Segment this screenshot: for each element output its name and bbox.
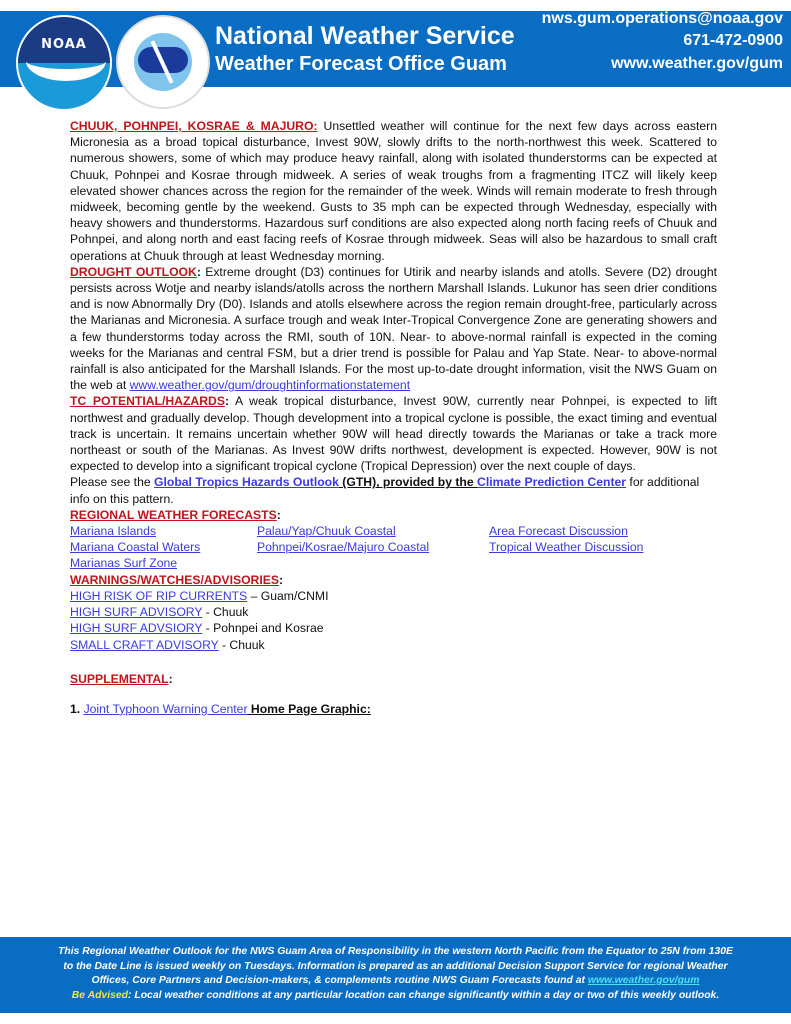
noaa-logo-icon: NOAA: [18, 17, 110, 109]
header-banner: [0, 11, 791, 87]
high-surf-pohnpei-link[interactable]: HIGH SURF ADVSIORY: [70, 621, 203, 636]
link-marianas-surf-zone[interactable]: Marianas Surf Zone: [70, 556, 178, 571]
warning-item: HIGH SURF ADVSIORY - Pohnpei and Kosrae: [70, 621, 324, 636]
supplemental-heading: SUPPLEMENTAL: [70, 671, 169, 686]
tc-heading: TC POTENTIAL/HAZARDS: [70, 394, 225, 409]
footer-banner: [0, 937, 791, 1013]
tc-section: TC POTENTIAL/HAZARDS: A weak tropical disturbance, Invest 90W, currently near Pohnpei, is expected to lift northwest and gradually develop. Though development into a tropical cyclone is possible, the exact timing and eventual track is uncertain. It remains uncertain whether 90W will head directly towards the Marianas or take a track more northeast or south of the Marianas. As Invest 90W drifts northwest, development is expected. However, 90W is not expected to develop into a significant tropical cyclone (Tropical Depression) over the next couple of days.: [70, 394, 717, 474]
regional-heading-line: REGIONAL WEATHER FORECASTS:: [70, 507, 281, 522]
link-area-forecast-discussion[interactable]: Area Forecast Discussion: [489, 524, 628, 539]
chuuk-body: Unsettled weather will continue for the next few days across eastern Micronesia as a broad topical disturbance, Invest 90W, slowly drifts to the north-northwest this week. Scattered to numerous showers, some of which may produce heavy rainfall, along with isolated thunderstorms can be expected at Chuuk, Pohnpei and Kosrae through midweek. A series of weak troughs from a fragmenting ITCZ will likely keep elevated shower chances across the region for the remainder of the week. Winds will remain moderate to fresh through midweek, becoming gentle by the weekend. Gusts to 35 mph can be expected through Wednesday, especially with heavy showers and thunderstorms. Hazardous surf conditions are also expected along north facing reefs of Chuuk and Pohnpei, and along north and east facing reefs of Kosrae through midweek. Seas will also be hazardous to small craft operations at Chuuk through at least Wednesday morning.: [70, 119, 717, 263]
link-tropical-weather-discussion[interactable]: Tropical Weather Discussion: [489, 540, 644, 555]
outlook-content: [70, 118, 717, 717]
contact-phone: 671-472-0900: [683, 32, 783, 49]
warning-item: HIGH RISK OF RIP CURRENTS – Guam/CNMI: [70, 588, 329, 603]
be-advised-label: Be Advised: [71, 989, 128, 1001]
contact-email[interactable]: nws.gum.operations@noaa.gov: [541, 10, 783, 27]
warning-item: HIGH SURF ADVISORY - Chuuk: [70, 605, 249, 620]
regional-links: [70, 523, 717, 572]
warnings-heading-line: WARNINGS/WATCHES/ADVISORIES:: [70, 572, 284, 587]
link-mariana-coastal-waters[interactable]: Mariana Coastal Waters: [70, 540, 201, 555]
link-mariana-islands[interactable]: Mariana Islands: [70, 524, 157, 539]
footer-line-1: This Regional Weather Outlook for the NWS Guam Area of Responsibility in the western North Pacific from the Equator to 25N from 130E: [58, 946, 733, 957]
drought-section: DROUGHT OUTLOOK: Extreme drought (D3) continues for Utirik and nearby islands and atolls. Severe (D2) drought persists across Wotje and nearby islands/atolls across the northern Marshall Islands. Lukunor has seen drier conditions and is now Abnormally Dry (D0). Islands and atolls elsewhere across the region remain drought-free, particularly across the Marianas and Micronesia. A surface trough and weak Inter-Tropical Convergence Zone are generating showers and a few thunderstorms today across the RMI, south of 10N. Near- to above-normal rainfall is expected in the coming weeks for the Marianas and central FSM, but a drier trend is possible for Palau and Yap State. Near- to above-normal rainfall is also anticipated for the Marshall Islands. For the most up-to-date drought information, visit the NWS Guam on the web at www.weather.gov/gum/droughtinformationstatement: [70, 264, 717, 393]
chuuk-section: [70, 118, 717, 264]
small-craft-link[interactable]: SMALL CRAFT ADVISORY: [70, 637, 219, 652]
chuuk-heading: CHUUK, POHNPEI, KOSRAE & MAJURO:: [70, 119, 318, 133]
link-palau-yap-chuuk-coastal[interactable]: Palau/Yap/Chuuk Coastal: [257, 524, 396, 539]
cpc-link[interactable]: Climate Prediction Center: [477, 475, 627, 490]
link-pohnpei-kosrae-majuro-coastal[interactable]: Pohnpei/Kosrae/Majuro Coastal: [257, 540, 430, 555]
drought-body: Extreme drought (D3) continues for Utirik and nearby islands and atolls. Severe (D2) drought persists across Wotje and nearby islands/atolls across the northern Marshall Islands. Lukunor has seen drier conditions and is now Abnormally Dry (D0). Islands and atolls elsewhere across the region remain drought-free, particularly across the Marianas and Micronesia. A surface trough and weak Inter-Tropical Convergence Zone are generating showers and a few thunderstorms today across the RMI, south of 10N. Near- to above-normal rainfall is expected in the coming weeks for the Marianas and central FSM, but a drier trend is possible for Palau and Yap State. Near- to above-normal rainfall is also anticipated for the Marshall Islands. For the most up-to-date drought information, visit the NWS Guam on the web at: [70, 264, 717, 393]
supplemental-heading-line: SUPPLEMENTAL:: [70, 671, 173, 686]
warning-item: SMALL CRAFT ADVISORY - Chuuk: [70, 637, 265, 652]
warnings-heading: WARNINGS/WATCHES/ADVISORIES: [70, 572, 280, 587]
gth-reference: Please see the Global Tropics Hazards Outlook (GTH), provided by the Climate Prediction Center for additional info on this pattern.: [70, 475, 700, 506]
supplemental-item: 1. Joint Typhoon Warning Center Home Page Graphic:: [70, 701, 371, 716]
gth-link[interactable]: Global Tropics Hazards Outlook: [154, 475, 339, 490]
office-subtitle: Weather Forecast Office Guam: [215, 53, 507, 75]
jtwc-link[interactable]: Joint Typhoon Warning Center: [83, 701, 248, 716]
footer-line-2: to the Date Line is issued weekly on Tuesdays. Information is prepared as an additional Decision Support Service for regional Weather: [63, 960, 728, 972]
tc-body: A weak tropical disturbance, Invest 90W, currently near Pohnpei, is expected to lift northwest and gradually develop. Though development into a tropical cyclone is possible, the exact timing and eventual track is uncertain. It remains uncertain whether 90W will head directly towards the Marianas or take a track more northeast or south of the Marianas. As Invest 90W drifts northwest, development is expected. However, 90W is not expected to develop into a significant tropical cyclone (Tropical Depression) over the next couple of days.: [70, 394, 717, 474]
regional-heading: REGIONAL WEATHER FORECASTS: [70, 507, 277, 522]
drought-heading: DROUGHT OUTLOOK: [70, 264, 197, 279]
office-title: National Weather Service: [215, 22, 515, 50]
nws-logo-icon: [116, 15, 210, 109]
rip-currents-link[interactable]: HIGH RISK OF RIP CURRENTS: [70, 588, 248, 603]
footer-line-3: Offices, Core Partners and Decision-makers, & complements routine NWS Guam Forecasts found at www.weather.gov/gum: [91, 975, 700, 987]
footer-advisory: Be Advised: Local weather conditions at any particular location can change significantly within a day or two of this weekly outlook.: [71, 989, 720, 1001]
drought-statement-link[interactable]: www.weather.gov/gum/droughtinformationstatement: [129, 378, 411, 393]
footer-website-link[interactable]: www.weather.gov/gum: [587, 975, 700, 987]
contact-website[interactable]: www.weather.gov/gum: [611, 55, 783, 72]
high-surf-chuuk-link[interactable]: HIGH SURF ADVISORY: [70, 605, 203, 620]
